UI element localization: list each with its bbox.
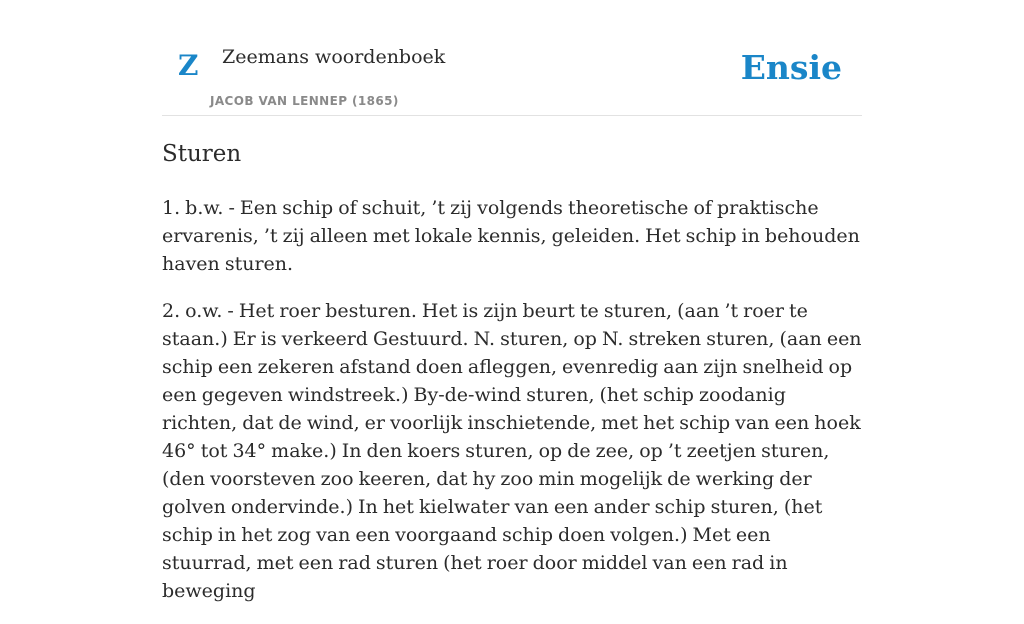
brand-logo-link[interactable]: Ensie — [740, 48, 842, 87]
entry-title: Sturen — [162, 141, 242, 167]
dictionary-author: JACOB VAN LENNEP (1865) — [210, 94, 399, 108]
site-header — [162, 0, 862, 116]
definition-paragraph: 1. b.w. - Een schip of schuit, ’t zij volgends theoretische of praktische ervarenis, ’t zij alleen met lokale kennis, geleiden. Het schip in behouden haven sturen. — [162, 197, 860, 276]
dictionary-title[interactable]: Zeemans woordenboek — [222, 46, 446, 68]
dictionary-logo-icon[interactable]: Z — [178, 49, 199, 82]
definition-paragraph: 2. o.w. - Het roer besturen. Het is zijn beurt te sturen, (aan ’t roer te staan.) Er is verkeerd Gestuurd. N. sturen, op N. streken sturen, (aan een schip een zekeren afstand doen afleggen, evenredig aan zijn snelheid op een gegeven windstreek.) By-de-wind sturen, (het schip zoodanig richten, dat de wind, er voorlijk inschietende, met het schip van een hoek 46° tot 34° make.) In den koers sturen, op de zee, op ’t zeetjen sturen, (den voorsteven zoo keeren, dat hy zoo min mogelijk de werking der golven ondervinde.) In het kielwater van een ander schip sturen, (het schip in het zog van een voorgaand schip doen volgen.) Met een stuurrad, met een rad sturen (het roer door middel van een rad in beweging — [162, 300, 862, 603]
entry-content — [162, 138, 862, 624]
